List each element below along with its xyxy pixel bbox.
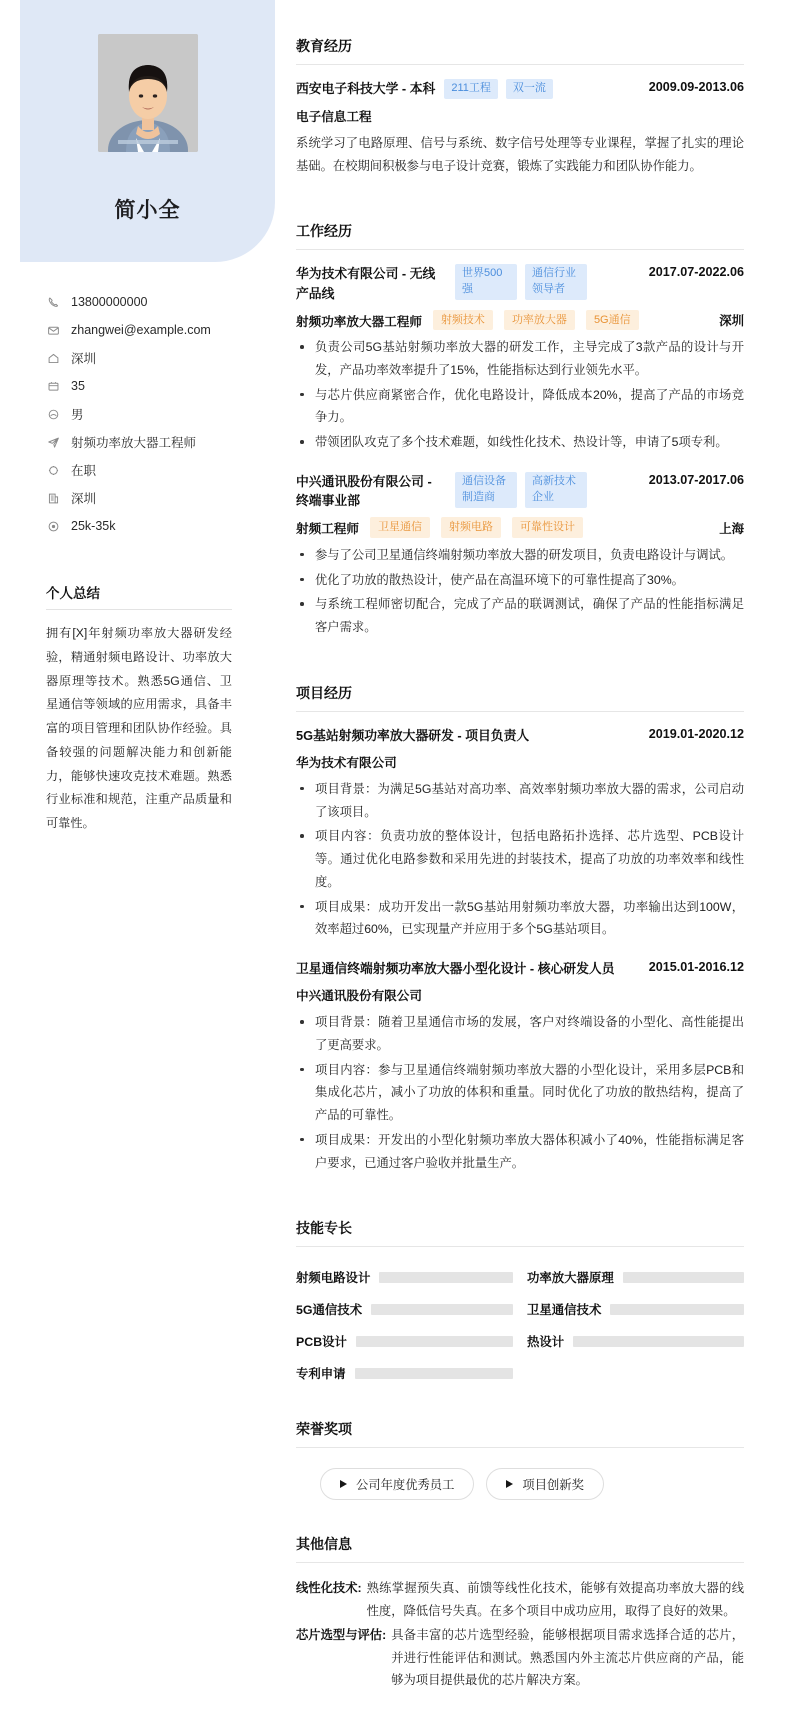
skill-item [296, 1357, 513, 1389]
work-role-tag: 射频电路 [441, 517, 501, 538]
work-bullets [296, 544, 744, 639]
bullet-item: 项目背景：随着卫星通信市场的发展，客户对终端设备的小型化、高性能提出了更高要求。 [296, 1011, 744, 1056]
other-label: 芯片选型与评估: [296, 1627, 387, 1642]
bullet-item: 与芯片供应商紧密合作，优化电路设计，降低成本20%，提高了产品的市场竞争力。 [296, 384, 744, 429]
home-icon [46, 351, 60, 365]
skill-progress-bar [623, 1272, 744, 1283]
honors-title: 荣誉奖项 [296, 1419, 744, 1448]
project-bullets [296, 1011, 744, 1174]
projects-section [296, 683, 744, 1175]
project-name: 卫星通信终端射频功率放大器小型化设计 - 核心研发人员 [296, 961, 615, 977]
bullet-item: 负责公司5G基站射频功率放大器的研发工作，主导完成了3款产品的设计与开发，产品功率效率提升了15%，性能指标达到行业领先水平。 [296, 336, 744, 381]
contact-item-gender [46, 400, 284, 428]
contact-item-salary [46, 512, 284, 540]
education-title: 教育经历 [296, 36, 744, 65]
bullet-item: 与系统工程师密切配合，完成了产品的联调测试，确保了产品的性能指标满足客户需求。 [296, 593, 744, 638]
summary-title: 个人总结 [46, 582, 232, 610]
skill-progress-bar [573, 1336, 744, 1347]
contact-item-phone [46, 288, 284, 316]
work-company: 华为技术有限公司 - 无线产品线 [296, 266, 436, 301]
work-company-tag: 世界500强 [455, 264, 517, 300]
work-date: 2017.07-2022.06 [648, 265, 744, 280]
skill-label: 专利申请 [296, 1367, 346, 1382]
work-entry [296, 264, 744, 454]
contact-item-status [46, 456, 284, 484]
contact-value: 深圳 [71, 492, 97, 506]
phone-icon [46, 295, 60, 309]
skill-item [527, 1261, 744, 1293]
project-entry [296, 726, 744, 941]
avatar [98, 34, 198, 152]
skill-progress-bar [379, 1272, 513, 1283]
work-title: 工作经历 [296, 221, 744, 250]
contact-item-position [46, 428, 284, 456]
work-entry [296, 472, 744, 639]
status-icon [46, 463, 60, 477]
contact-value: 射频功率放大器工程师 [71, 436, 197, 450]
contact-list [46, 262, 284, 540]
skill-label: 5G通信技术 [296, 1303, 363, 1318]
profile-name: 简小全 [114, 199, 181, 222]
education-school: 西安电子科技大学 - 本科 [296, 81, 436, 96]
contact-value: 深圳 [71, 352, 97, 366]
work-company-tag: 高新技术企业 [525, 472, 587, 508]
work-role: 射频功率放大器工程师 [296, 314, 422, 329]
skill-label: 射频电路设计 [296, 1271, 371, 1286]
skill-progress-bar [356, 1336, 513, 1347]
bullet-item: 项目内容：负责功放的整体设计，包括电路拓扑选择、芯片选型、PCB设计等。通过优化电路参数和采用先进的封装技术，提高了功放的功率效率和线性度。 [296, 825, 744, 893]
skill-progress-bar [610, 1304, 744, 1315]
skill-label: 卫星通信技术 [527, 1303, 602, 1318]
education-major: 电子信息工程 [296, 109, 372, 124]
target-icon [46, 519, 60, 533]
building-icon [46, 491, 60, 505]
work-role: 射频工程师 [296, 522, 359, 537]
project-name: 5G基站射频功率放大器研发 - 项目负责人 [296, 727, 530, 743]
project-bullets [296, 778, 744, 941]
work-role-tag: 卫星通信 [370, 517, 430, 538]
id-card-icon [46, 379, 60, 393]
skill-item [296, 1261, 513, 1293]
project-company: 华为技术有限公司 [296, 755, 397, 770]
project-date: 2019.01-2020.12 [648, 726, 744, 741]
skill-item [527, 1325, 744, 1357]
education-date: 2009.09-2013.06 [648, 80, 744, 94]
bullet-item: 参与了公司卫星通信终端射频功率放大器的研发项目，负责电路设计与调试。 [296, 544, 744, 567]
contact-item-city [46, 484, 284, 512]
skills-title: 技能专长 [296, 1218, 744, 1247]
skill-item [296, 1293, 513, 1325]
contact-item-age [46, 372, 284, 400]
project-date: 2015.01-2016.12 [648, 960, 744, 975]
sidebar-header [20, 0, 275, 262]
summary-text: 拥有[X]年射频功率放大器研发经验，精通射频电路设计、功率放大器原理等技术。熟悉5G通信、卫星通信等领域的应用需求，具备丰富的项目管理和团队协作经验。具备较强的问题解决能力和创新能力，能够快速攻克技术难题。熟悉行业标准和规范，注重产品质量和可靠性。 [46, 626, 232, 831]
project-entry [296, 959, 744, 1174]
work-company-tag: 通信设备制造商 [455, 472, 517, 508]
education-entry [296, 79, 744, 177]
projects-title: 项目经历 [296, 683, 744, 712]
education-tags [444, 79, 553, 99]
contact-item-email [46, 316, 284, 344]
contact-item-home [46, 344, 284, 372]
bullet-item: 项目内容：参与卫星通信终端射频功率放大器的小型化设计，采用多层PCB和集成化芯片，减小了功放的体积和重量。同时优化了功放的散热结构，提高了产品的可靠性。 [296, 1059, 744, 1127]
work-location: 上海 [719, 521, 744, 536]
bullet-item: 项目成果：成功开发出一款5G基站用射频功率放大器，功率输出达到100W，效率超过60%，已实现量产并应用于多个5G基站项目。 [296, 896, 744, 941]
honor-label: 项目创新奖 [522, 1478, 584, 1493]
envelope-icon [46, 323, 60, 337]
bullet-item: 带领团队攻克了多个技术难题，如线性化技术、热设计等，申请了5项专利。 [296, 431, 744, 454]
skills-grid [296, 1261, 744, 1389]
other-value: 熟练掌握预失真、前馈等线性化技术，能够有效提高功率放大器的线性度，降低信号失真。在多个项目中成功应用，取得了良好的效果。 [366, 1581, 744, 1619]
education-desc: 系统学习了电路原理、信号与系统、数字信号处理等专业课程，掌握了扎实的理论基础。在校期间积极参与电子设计竞赛，锻炼了实践能力和团队协作能力。 [296, 135, 744, 173]
other-section [296, 1534, 744, 1692]
honors-list [296, 1462, 744, 1504]
skill-progress-bar [371, 1304, 513, 1315]
work-location: 深圳 [719, 314, 744, 329]
honor-label: 公司年度优秀员工 [356, 1478, 455, 1493]
work-role-tag: 5G通信 [586, 310, 639, 331]
skill-item [527, 1293, 744, 1325]
summary-section [46, 582, 232, 836]
sidebar [0, 0, 284, 1726]
work-role-tag: 射频技术 [433, 310, 493, 331]
other-item [296, 1624, 744, 1692]
honors-section [296, 1419, 744, 1504]
education-tag: 211工程 [444, 79, 498, 99]
main-content [284, 0, 794, 1726]
work-company-tag: 通信行业领导者 [525, 264, 587, 300]
paper-plane-icon [46, 435, 60, 449]
work-company-tags [455, 264, 587, 300]
gender-icon [46, 407, 60, 421]
skill-label: PCB设计 [296, 1335, 347, 1350]
skill-label: 热设计 [527, 1335, 565, 1350]
project-company: 中兴通讯股份有限公司 [296, 989, 422, 1004]
contact-value: zhangwei@example.com [71, 323, 211, 337]
work-bullets [296, 336, 744, 454]
honor-badge[interactable] [486, 1468, 604, 1500]
bullet-item: 项目背景：为满足5G基站对高功率、高效率射频功率放大器的需求，公司启动了该项目。 [296, 778, 744, 823]
play-triangle-icon [506, 1480, 513, 1488]
skills-section [296, 1218, 744, 1389]
contact-value: 25k-35k [71, 519, 116, 533]
work-role-tag: 功率放大器 [504, 310, 575, 331]
contact-value: 在职 [71, 464, 97, 478]
skill-item [296, 1325, 513, 1357]
work-company: 中兴通讯股份有限公司 - 终端事业部 [296, 473, 432, 509]
work-company-tags [455, 472, 587, 508]
contact-value: 男 [71, 408, 84, 422]
work-role-tag: 可靠性设计 [512, 517, 583, 538]
skill-progress-bar [355, 1368, 513, 1379]
honor-badge[interactable] [320, 1468, 474, 1500]
education-section [296, 36, 744, 177]
work-section [296, 221, 744, 638]
bullet-item: 优化了功放的散热设计，使产品在高温环境下的可靠性提高了30%。 [296, 569, 744, 592]
other-item [296, 1577, 744, 1622]
skill-label: 功率放大器原理 [527, 1271, 614, 1286]
other-value: 具备丰富的芯片选型经验，能够根据项目需求选择合适的芯片，并进行性能评估和测试。熟悉国内外主流芯片供应商的产品，能够为项目提供最优的芯片解决方案。 [391, 1627, 744, 1688]
contact-value: 13800000000 [71, 295, 148, 309]
play-triangle-icon [340, 1480, 347, 1488]
other-title: 其他信息 [296, 1534, 744, 1563]
education-tag: 双一流 [506, 79, 553, 99]
bullet-item: 项目成果：开发出的小型化射频功率放大器体积减小了40%，性能指标满足客户要求，已通过客户验收并批量生产。 [296, 1129, 744, 1174]
contact-value: 35 [71, 379, 85, 393]
work-date: 2013.07-2017.06 [648, 472, 744, 487]
other-label: 线性化技术: [296, 1581, 362, 1596]
